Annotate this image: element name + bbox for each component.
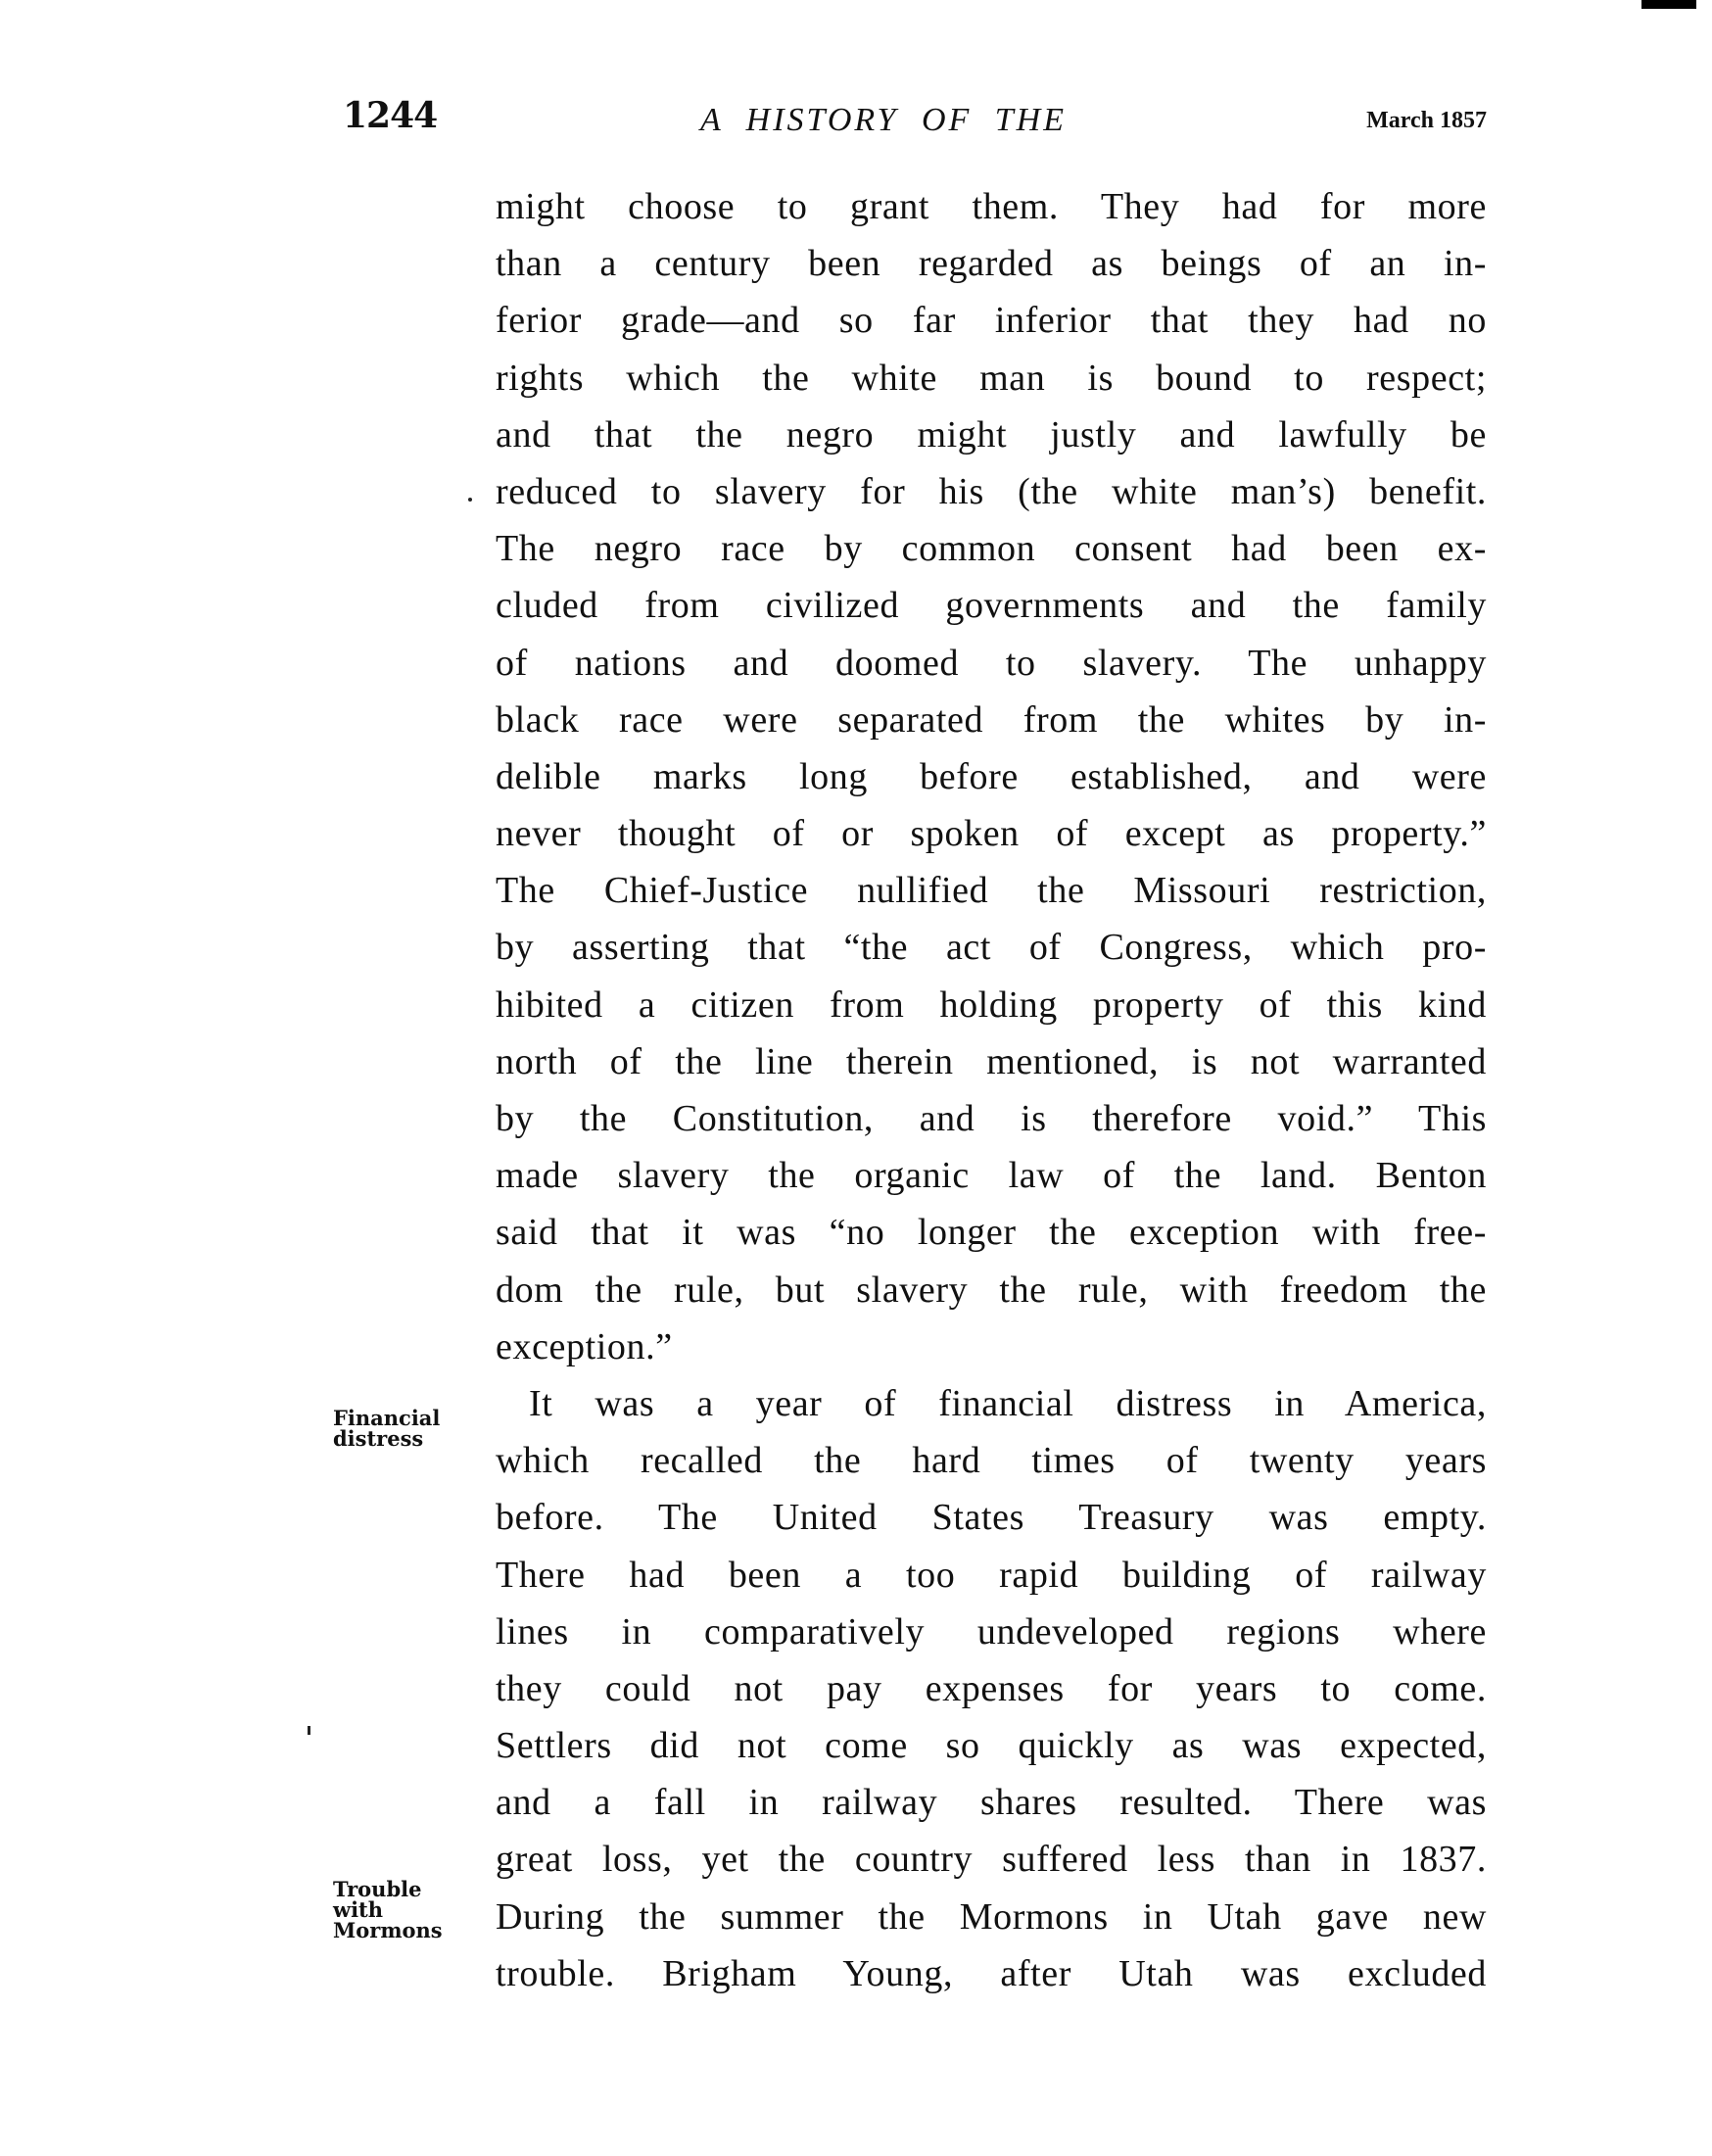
text-line: During the summer the Mormons in Utah gave new	[496, 1895, 1487, 1938]
text-line: which recalled the hard times of twenty years	[496, 1440, 1487, 1482]
page-header	[343, 96, 1487, 145]
sidenote-line: Financial	[333, 1406, 441, 1430]
text-line: north of the line therein mentioned, is not warranted	[496, 1040, 1487, 1082]
sidenote-line: distress	[333, 1426, 424, 1451]
sidenote-line: Mormons	[333, 1918, 443, 1942]
text-line: and a fall in railway shares resulted. There was	[496, 1782, 1487, 1824]
sidenote-line: with	[333, 1897, 384, 1922]
text-line: trouble. Brigham Young, after Utah was excluded	[496, 1952, 1487, 1994]
page-number: 1244	[343, 95, 438, 136]
text-line: cluded from civilized governments and the family	[496, 585, 1487, 627]
text-line: by asserting that “the act of Congress, which pro-	[496, 927, 1487, 969]
text-line: by the Constitution, and is therefore void.” This	[496, 1098, 1487, 1139]
scan-artifact-dot	[468, 498, 472, 502]
text-line: of nations and doomed to slavery. The unhappy	[496, 642, 1487, 684]
text-line: There had been a too rapid building of railway	[496, 1554, 1487, 1596]
scan-artifact-tick	[308, 1726, 310, 1735]
text-line: before. The United States Treasury was empty.	[496, 1497, 1487, 1539]
text-line: rights which the white man is bound to respect;	[496, 357, 1487, 399]
body-text	[496, 178, 1487, 2002]
text-line: exception.”	[496, 1325, 673, 1367]
text-line: said that it was “no longer the exception with free-	[496, 1212, 1487, 1254]
text-line: The negro race by common consent had been ex-	[496, 528, 1487, 570]
sidenote-trouble-with-mormons	[333, 1879, 443, 1940]
text-line: Settlers did not come so quickly as was expected,	[496, 1725, 1487, 1767]
text-line: ferior grade—and so far inferior that they had no	[496, 300, 1487, 342]
text-line: delible marks long before established, and were	[496, 755, 1487, 797]
text-line: The Chief-Justice nullified the Missouri restriction,	[496, 870, 1487, 912]
scan-artifact-mark	[1641, 0, 1696, 9]
text-line: dom the rule, but slavery the rule, with freedom the	[496, 1269, 1487, 1311]
text-line: they could not pay expenses for years to come.	[496, 1667, 1487, 1709]
sidenote-line: Trouble	[333, 1877, 422, 1901]
sidenote-financial-distress	[333, 1408, 440, 1449]
running-date: March 1857	[1366, 108, 1487, 133]
text-line: never thought of or spoken of except as property.”	[496, 813, 1487, 855]
text-line: black race were separated from the whites by in-	[496, 698, 1487, 741]
text-line: and that the negro might justly and lawfully be	[496, 413, 1487, 455]
text-line: hibited a citizen from holding property of this kind	[496, 983, 1487, 1026]
text-line: great loss, yet the country suffered less than in 1837.	[496, 1839, 1487, 1881]
text-line: reduced to slavery for his (the white man’s) benefit.	[496, 470, 1487, 512]
running-title: A HISTORY OF THE	[700, 102, 1067, 138]
text-line: than a century been regarded as beings of an in-	[496, 243, 1487, 285]
text-line: might choose to grant them. They had for more	[496, 186, 1487, 227]
text-line: made slavery the organic law of the land. Benton	[496, 1155, 1487, 1197]
paragraph-start-line: It was a year of financial distress in America,	[529, 1382, 1487, 1424]
text-line: lines in comparatively undeveloped regions where	[496, 1610, 1487, 1653]
